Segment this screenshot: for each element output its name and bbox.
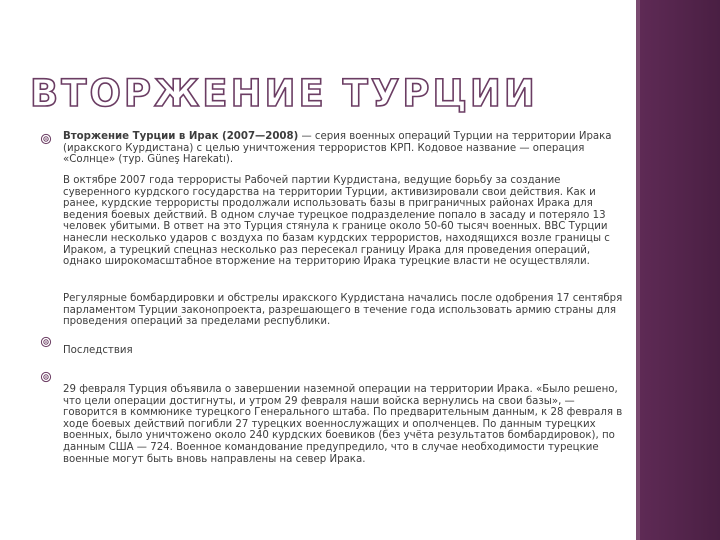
bullet-target-icon (40, 133, 52, 145)
paragraph-intro-bold: Вторжение Турции в Ирак (2007—2008) (63, 131, 299, 142)
paragraph-intro-text: — серия военных операций Турции на территории Ирака (иракского Курдистана) с целью уничтожения террористов КРП. Кодовое название — операция «Солнце» (тур. Güneş Harekatı). (63, 131, 612, 166)
paragraph-february-29: 29 февраля Турция объявила о завершении наземной операции на территории Ирака. «Было решено, что цели операции достигнуты, и утром 29 февраля наши войска вернулись на свои базы», — говорится в коммюнике турецкого Генерального штаба. По предварительным данным, к 28 февраля в ходе боевых действий погибли 27 турецких военнослужащих и ополченцев. По данным турецких военных, было уничтожено около 240 курдских боевиков (без учёта результатов бомбардировок), по данным США — 724. Военное командование предупредило, что в случае необходимости турецкие военные могут быть вновь направлены на север Ирака. (63, 384, 623, 465)
right-accent-band (640, 0, 720, 540)
bullet-target-icon (40, 336, 52, 348)
paragraph-consequences-heading: Последствия (63, 345, 133, 356)
paragraph-bombardments: Регулярные бомбардировки и обстрелы иракского Курдистана начались после одобрения 17 сентября парламентом Турции законопроекта, разрешающего в течение года использовать армию страны для проведения операций за пределами республики. (63, 293, 623, 328)
bullet-target-icon (40, 371, 52, 383)
slide-title: ВТОРЖЕНИЕ ТУРЦИИ (30, 72, 538, 115)
paragraph-october-2007: В октябре 2007 года террористы Рабочей партии Курдистана, ведущие борьбу за создание суверенного курдского государства на территории Турции, активизировали свои действия. Как и ранее, курдские террористы продолжали использовать базы в приграничных районах Ирака для ведения боевых действий. В одном случае турецкое подразделение попало в засаду и потеряло 13 человек убитыми. В ответ на это Турция стянула к границе около 50-60 тысяч военных. ВВС Турции нанесли несколько ударов с воздуха по базам курдских террористов, находящихся возле границы с Ираком, а турецкий спецназ несколько раз пересекал границу Ирака для проведения операций, однако широкомасштабное вторжение на территорию Ирака турецкие власти не осуществляли. (63, 175, 610, 268)
paragraph-intro (63, 131, 623, 166)
